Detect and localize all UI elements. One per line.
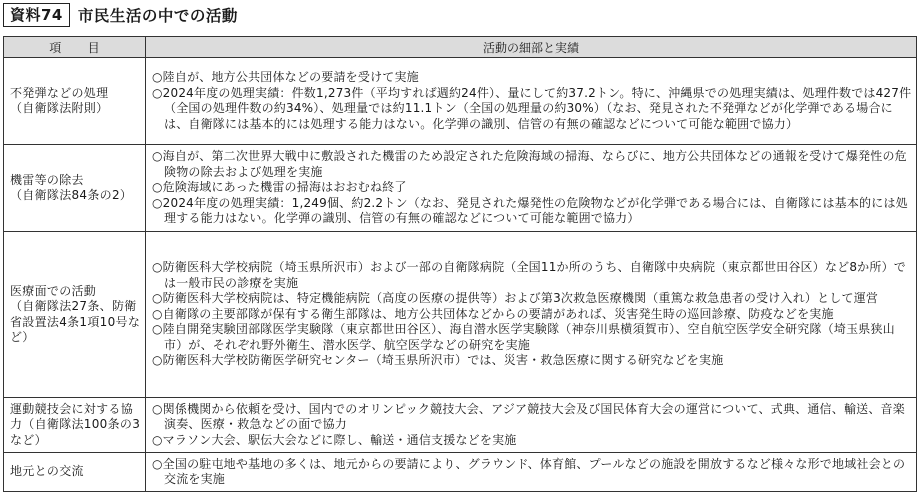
item-line: 地元との交流 [10, 464, 84, 479]
item-line: （自衛隊法84条の2） [10, 188, 133, 202]
row-detail-cell [146, 232, 917, 398]
detail-bullet: ○ 危険海域にあった機雷の掃海はおおむね終了 [152, 180, 912, 196]
detail-bullet: ○ 防衛医科大学校病院（埼玉県所沢市）および一部の自衛隊病院（全国11か所のうち、自衛隊中央病院（東京都世田谷区）など8か所）では一般市民の診療を実施 [152, 260, 912, 291]
row-item-cell [4, 453, 146, 492]
item-line: 医療面での活動 [10, 283, 97, 298]
table-row [4, 145, 917, 232]
detail-bullet: ○ 陸自が、地方公共団体などの要請を受けて実施 [152, 70, 912, 86]
activities-table [3, 36, 917, 492]
row-item-cell [4, 145, 146, 232]
detail-bullet: ○ 海自が、第二次世界大戦中に敷設された機雷のため設定された危険海域の掃海、ならびに、地方公共団体などの通報を受けて爆発性の危険物の除去および処理を実施 [152, 149, 912, 180]
table-row [4, 398, 917, 453]
row-detail-cell [146, 58, 917, 145]
material-number-badge: 資料74 [3, 3, 70, 27]
detail-bullet: ○ 2024年度の処理実績：1,249個、約2.2トン（なお、発見された爆発性の危険物などが化学弾である場合には、自衛隊には基本的には処理する能力はない。化学弾の識別、信管の有無の確認などについて可能な範囲で協力） [152, 196, 912, 227]
detail-bullet: ○ 陸自開発実験団部隊医学実験隊（東京都世田谷区）、海自潜水医学実験隊（神奈川県横須賀市）、空自航空医学安全研究隊（埼玉県狭山市）が、それぞれ野外衛生、潜水医学、航空医学などの研究を実施 [152, 322, 912, 353]
row-detail-cell [146, 398, 917, 453]
detail-bullet: ○ 防衛医科大学校防衛医学研究センター（埼玉県所沢市）では、災害・救急医療に関する研究などを実施 [152, 353, 912, 369]
row-detail-cell [146, 453, 917, 492]
detail-bullet: ○ マラソン大会、駅伝大会などに際し、輸送・通信支援などを実施 [152, 433, 912, 449]
table-header-row [4, 37, 917, 58]
detail-bullet: ○ 関係機関から依頼を受け、国内でのオリンピック競技大会、アジア競技大会及び国民体育大会の運営について、式典、通信、輸送、音楽演奏、医療・救急などの面で協力 [152, 402, 912, 433]
row-item-cell [4, 58, 146, 145]
item-line: （自衛隊法附則） [10, 101, 109, 115]
detail-bullet: ○ 防衛医科大学校病院は、特定機能病院（高度の医療の提供等）および第3次救急医療機関（重篤な救急患者の受け入れ）として運営 [152, 291, 912, 307]
detail-bullet: ○ 自衛隊の主要部隊が保有する衛生部隊は、地方公共団体などからの要請があれば、災害発生時の巡回診療、防疫などを実施 [152, 307, 912, 323]
item-line: 機雷等の除去 [10, 172, 84, 187]
row-detail-cell [146, 145, 917, 232]
item-line: 運動競技会に対する協力（自衛隊法100条の3など） [10, 401, 141, 447]
row-item-cell [4, 398, 146, 453]
item-line: 不発弾などの処理 [10, 85, 109, 100]
row-item-cell [4, 232, 146, 398]
detail-bullet: ○ 2024年度の処理実績：件数1,273件（平均すれば週約24件）、量にして約37.2トン。特に、沖縄県での処理実績は、処理件数では427件（全国の処理件数の約34%）、処理量では約11.1トン（全国の処理量の約30%）（なお、発見された不発弾などが化学弾である場合には、自衛隊には基本的には処理する能力はない。化学弾の識別、信管の有無の確認などについて可能な範囲で協力） [152, 86, 912, 133]
table-row [4, 453, 917, 492]
column-header-item: 項目 [4, 37, 146, 58]
document-header [0, 2, 238, 28]
item-line: （自衛隊法27条、防衛省設置法4条1項10号など） [10, 299, 141, 344]
detail-bullet: ○ 全国の駐屯地や基地の多くは、地元からの要請により、グラウンド、体育館、プールなどの施設を開放するなど様々な形で地域社会との交流を実施 [152, 457, 912, 488]
page-title: 市民生活の中での活動 [77, 7, 238, 25]
table-row [4, 232, 917, 398]
column-header-detail: 活動の細部と実績 [146, 37, 917, 58]
table-row [4, 58, 917, 145]
